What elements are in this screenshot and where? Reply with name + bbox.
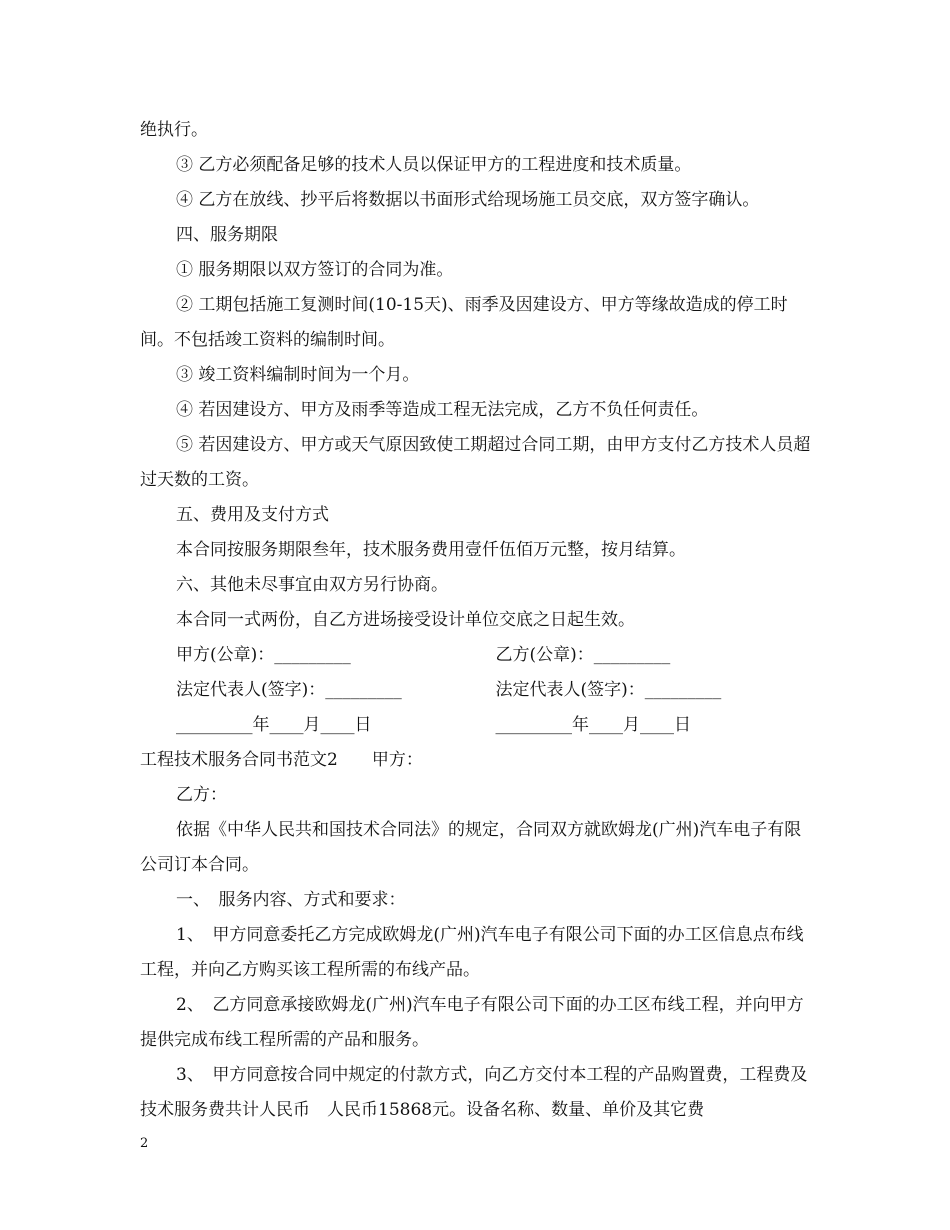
signature-row-seal: [140, 638, 815, 673]
party-a-date: _________年____月____日: [176, 715, 372, 735]
paragraph: ⑤ 若因建设方、甲方或天气原因致使工期超过合同工期，由甲方支付乙方技术人员超过天数的工资。: [140, 435, 811, 490]
paragraph: ③ 竣工资料编制时间为一个月。: [176, 365, 420, 385]
paragraph: ② 工期包括施工复测时间(10-15天)、雨季及因建设方、甲方等缘故造成的停工时间。不包括竣工资料的编制时间。: [140, 295, 788, 350]
paragraph: 2、 乙方同意承接欧姆龙(广州)汽车电子有限公司下面的办工区布线工程，并向甲方提供完成布线工程所需的产品和服务。: [140, 995, 804, 1050]
section-heading: 四、服务期限: [176, 225, 278, 245]
document-body: [140, 113, 815, 1128]
paragraph: 乙方：: [176, 785, 227, 805]
paragraph: ③ 乙方必须配备足够的技术人员以保证甲方的工程进度和技术质量。: [176, 155, 692, 175]
section-heading: 五、费用及支付方式: [176, 505, 329, 525]
section-heading: 一、 服务内容、方式和要求：: [176, 890, 406, 910]
paragraph: ④ 乙方在放线、抄平后将数据以书面形式给现场施工员交底，双方签字确认。: [176, 190, 760, 210]
paragraph: ④ 若因建设方、甲方及雨季等造成工程无法完成，乙方不负任何责任。: [176, 400, 709, 420]
paragraph: 本合同一式两份，自乙方进场接受设计单位交底之日起生效。: [176, 610, 635, 630]
document-title: 工程技术服务合同书范文2 甲方：: [140, 750, 423, 770]
party-b-representative: 法定代表人(签字)：_________: [495, 680, 722, 700]
party-a-seal: 甲方(公章)：_________: [176, 645, 351, 665]
paragraph: 依据《中华人民共和国技术合同法》的规定，合同双方就欧姆龙(广州)汽车电子有限公司订本合同。: [140, 820, 802, 875]
paragraph: 3、 甲方同意按合同中规定的付款方式，向乙方交付本工程的产品购置费，工程费及技术服务费共计人民币 人民币15868元。设备名称、数量、单价及其它费: [140, 1065, 808, 1120]
party-a-representative: 法定代表人(签字)：_________: [176, 680, 402, 700]
paragraph: 1、 甲方同意委托乙方完成欧姆龙(广州)汽车电子有限公司下面的办工区信息点布线工程，并向乙方购买该工程所需的布线产品。: [140, 925, 804, 980]
party-b-seal: 乙方(公章)：_________: [495, 645, 671, 665]
section-heading: 六、其他未尽事宜由双方另行协商。: [176, 575, 448, 595]
paragraph: 绝执行。: [140, 120, 208, 140]
paragraph: 本合同按服务期限叁年，技术服务费用壹仟伍佰万元整，按月结算。: [176, 540, 686, 560]
paragraph: ① 服务期限以双方签订的合同为准。: [176, 260, 454, 280]
signature-row-representative: [140, 673, 815, 708]
signature-row-date: [140, 708, 815, 743]
party-b-date: _________年____月____日: [495, 715, 691, 735]
page-number: 2: [140, 1136, 149, 1151]
